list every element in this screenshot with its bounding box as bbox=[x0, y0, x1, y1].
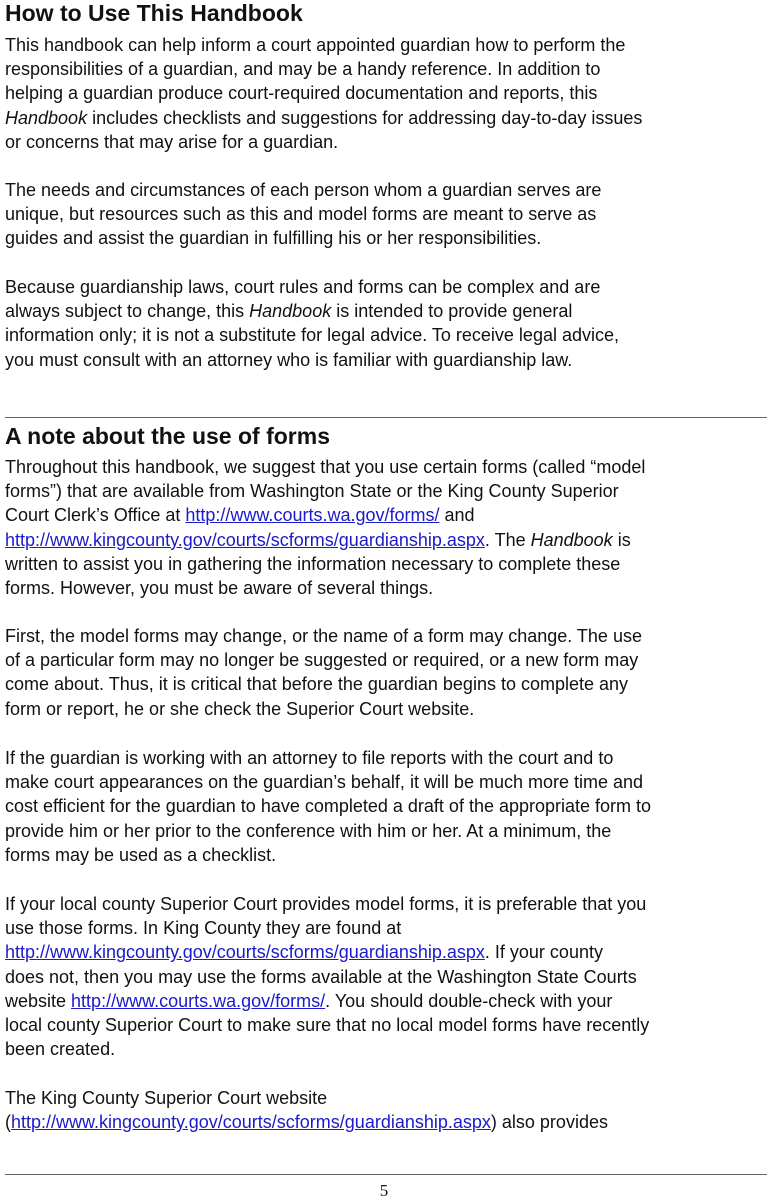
text-line: does not, then you may use the forms available at the Washington State Courts bbox=[5, 966, 637, 987]
text-line bbox=[5, 106, 767, 130]
text-span: . If your county bbox=[484, 942, 603, 963]
text-span: ( bbox=[5, 1112, 11, 1133]
text-line bbox=[5, 940, 767, 964]
text-line: forms”) that are available from Washington State or the King County Superior bbox=[5, 481, 619, 502]
text-line: If the guardian is working with an attorney to file reports with the court and to bbox=[5, 748, 614, 768]
text-span: always subject to change, this bbox=[5, 301, 250, 322]
text-line: This handbook can help inform a court appointed guardian how to perform the bbox=[5, 35, 626, 55]
text-span: is bbox=[612, 529, 631, 550]
text-span: is intended to provide general bbox=[331, 301, 573, 322]
paragraph-model-forms bbox=[5, 455, 767, 600]
paragraph-working-with-attorney bbox=[5, 746, 767, 867]
italic-handbook: Handbook bbox=[249, 301, 332, 322]
link-kingcounty-guardianship[interactable]: http://www.kingcounty.gov/courts/scforms/guardianship.aspx bbox=[11, 1112, 491, 1133]
paragraph-legal-advice bbox=[5, 275, 767, 372]
text-line: you must consult with an attorney who is familiar with guardianship law. bbox=[5, 349, 573, 370]
paragraph-forms-may-change bbox=[5, 624, 767, 721]
text-line: responsibilities of a guardian, and may be a handy reference. In addition to bbox=[5, 59, 601, 80]
page-number: 5 bbox=[379, 1181, 389, 1200]
paragraph-needs bbox=[5, 178, 767, 251]
text-line: use those forms. In King County they are found at bbox=[5, 918, 402, 939]
paragraph-local-county-forms bbox=[5, 892, 767, 1061]
text-line: Throughout this handbook, we suggest that you use certain forms (called “model bbox=[5, 457, 646, 477]
text-line: form or report, he or she check the Superior Court website. bbox=[5, 698, 475, 719]
link-kingcounty-guardianship[interactable]: http://www.kingcounty.gov/courts/scforms/guardianship.aspx bbox=[5, 529, 485, 550]
text-line: forms may be used as a checklist. bbox=[5, 844, 277, 865]
text-line: provide him or her prior to the conference with him or her. At a minimum, the bbox=[5, 820, 612, 841]
link-courts-wa-forms[interactable]: http://www.courts.wa.gov/forms/ bbox=[185, 505, 440, 526]
text-span: includes checklists and suggestions for addressing day-to-day issues bbox=[87, 107, 643, 128]
link-courts-wa-forms[interactable]: http://www.courts.wa.gov/forms/ bbox=[71, 990, 326, 1011]
text-span: and bbox=[439, 505, 475, 526]
text-line: written to assist you in gathering the information necessary to complete these bbox=[5, 553, 621, 574]
text-line: come about. Thus, it is critical that before the guardian begins to complete any bbox=[5, 674, 629, 695]
text-span: ) also provides bbox=[490, 1112, 608, 1133]
text-line bbox=[5, 299, 767, 323]
text-line: or concerns that may arise for a guardian. bbox=[5, 131, 339, 152]
text-line bbox=[5, 1110, 767, 1134]
italic-handbook: Handbook bbox=[5, 107, 88, 128]
text-line: If your local county Superior Court provides model forms, it is preferable that you bbox=[5, 894, 647, 914]
text-line: been created. bbox=[5, 1039, 116, 1060]
text-line: make court appearances on the guardian’s behalf, it will be much more time and bbox=[5, 772, 644, 793]
text-line: guides and assist the guardian in fulfilling his or her responsibilities. bbox=[5, 228, 542, 249]
text-line: Because guardianship laws, court rules and forms can be complex and are bbox=[5, 277, 601, 297]
text-line bbox=[5, 503, 767, 527]
text-line: First, the model forms may change, or the name of a form may change. The use bbox=[5, 626, 642, 646]
text-line: helping a guardian produce court-required documentation and reports, this bbox=[5, 83, 598, 104]
text-line: forms. However, you must be aware of several things. bbox=[5, 578, 434, 599]
text-line bbox=[5, 528, 767, 552]
text-line: of a particular form may no longer be suggested or required, or a new form may bbox=[5, 650, 639, 671]
text-line: The needs and circumstances of each person whom a guardian serves are bbox=[5, 180, 602, 200]
section-divider bbox=[5, 417, 767, 418]
footer-divider bbox=[5, 1174, 767, 1175]
text-span: website bbox=[5, 990, 72, 1011]
text-line bbox=[5, 989, 767, 1013]
text-span: Court Clerk’s Office at bbox=[5, 505, 186, 526]
text-line: information only; it is not a substitute for legal advice. To receive legal advice, bbox=[5, 325, 619, 346]
text-line: unique, but resources such as this and model forms are meant to serve as bbox=[5, 204, 597, 225]
text-line: cost efficient for the guardian to have completed a draft of the appropriate form to bbox=[5, 796, 652, 817]
paragraph-king-county-website bbox=[5, 1086, 767, 1134]
text-span: . The bbox=[484, 529, 531, 550]
section-title-how-to-use: How to Use This Handbook bbox=[5, 0, 303, 26]
section-title-note-about-forms: A note about the use of forms bbox=[5, 423, 330, 449]
text-span: . You should double-check with your bbox=[325, 990, 613, 1011]
text-line: local county Superior Court to make sure that no local model forms have recently bbox=[5, 1015, 650, 1036]
link-kingcounty-guardianship[interactable]: http://www.kingcounty.gov/courts/scforms/guardianship.aspx bbox=[5, 942, 485, 963]
text-line: The King County Superior Court website bbox=[5, 1088, 328, 1108]
italic-handbook: Handbook bbox=[530, 529, 613, 550]
paragraph-intro bbox=[5, 33, 767, 154]
